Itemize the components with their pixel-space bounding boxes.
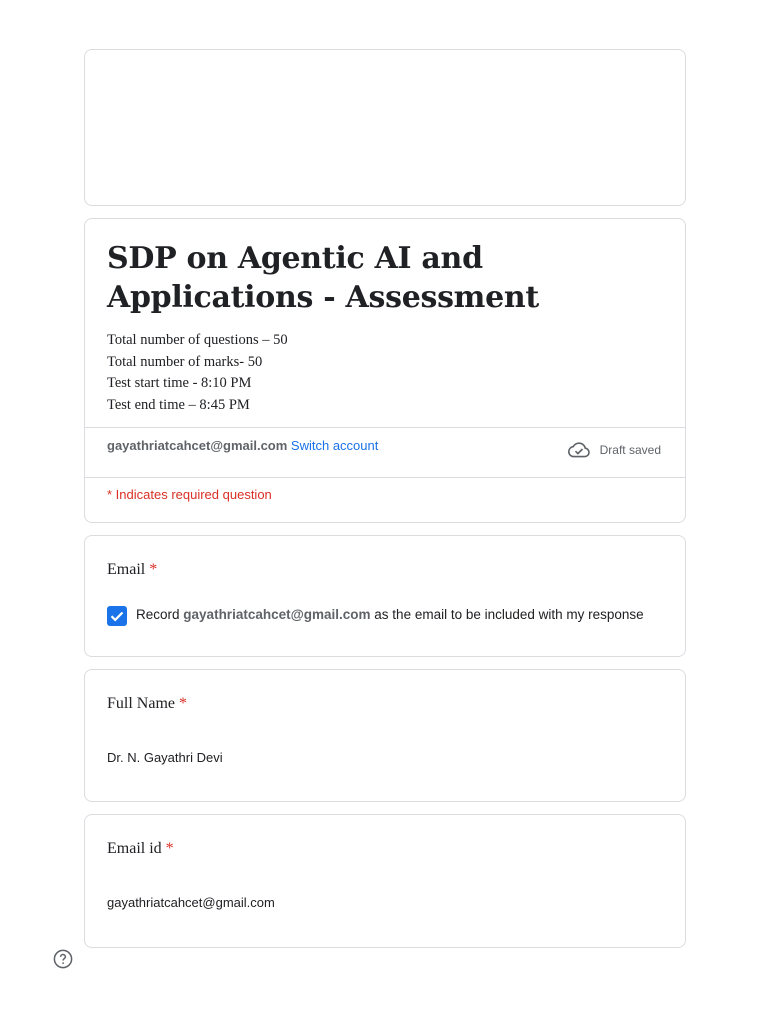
question-title [107, 840, 174, 858]
switch-account-link[interactable]: Switch account [290, 438, 379, 453]
form-banner [84, 49, 686, 206]
divider [85, 477, 685, 478]
form-title: SDP on Agentic AI and Applications - Assessment [107, 241, 539, 315]
required-asterisk: * [149, 561, 158, 578]
question-email-id [84, 814, 686, 948]
record-email: gayathriatcahcet@gmail.com [183, 607, 371, 622]
description-line: Total number of questions – 50 [107, 332, 288, 348]
divider [85, 427, 685, 428]
question-full-name [84, 669, 686, 802]
checkmark-icon [107, 606, 127, 626]
description-line: Test start time - 8:10 PM [107, 375, 252, 392]
required-note: * Indicates required question [107, 487, 272, 502]
help-circle-icon [53, 949, 73, 969]
record-email-label [136, 607, 644, 622]
question-title [107, 561, 157, 579]
required-asterisk: * [179, 695, 187, 712]
question-title [107, 695, 187, 713]
draft-status [568, 442, 661, 458]
draft-status-label: Draft saved [599, 443, 661, 457]
question-label: Email [107, 561, 146, 578]
record-prefix: Record [136, 607, 180, 622]
record-suffix: as the email to be included with my response [374, 607, 644, 622]
help-button[interactable] [53, 949, 73, 969]
question-label: Email id [107, 840, 162, 857]
account-email: gayathriatcahcet@gmail.com [107, 438, 288, 453]
full-name-answer: Dr. N. Gayathri Devi [107, 750, 223, 765]
question-label: Full Name [107, 695, 175, 712]
email-id-answer: gayathriatcahcet@gmail.com [107, 895, 275, 910]
cloud-check-icon [568, 442, 590, 458]
required-asterisk: * [165, 840, 174, 857]
form-description [107, 330, 288, 416]
record-email-checkbox[interactable] [107, 606, 127, 626]
account-row [107, 437, 378, 455]
description-line: Total number of marks- 50 [107, 353, 263, 370]
form-header-card [84, 218, 686, 523]
question-email [84, 535, 686, 657]
description-line: Test end time – 8:45 PM [107, 396, 250, 413]
